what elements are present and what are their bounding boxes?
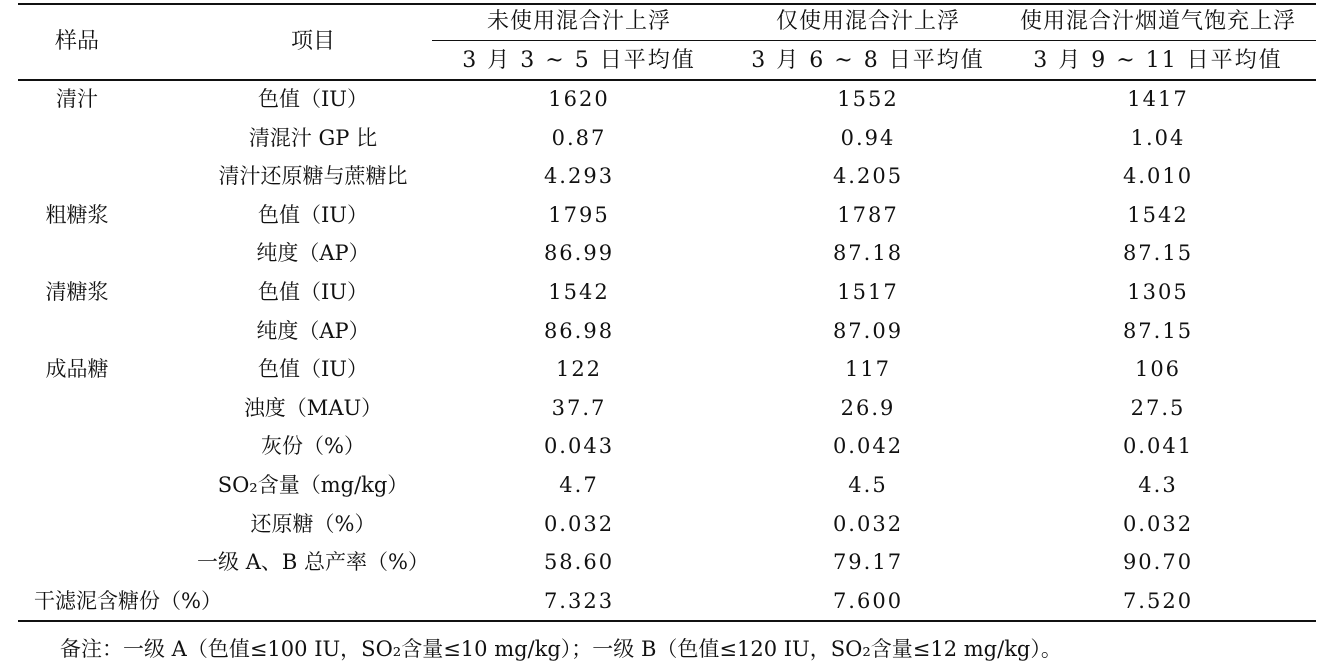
row-value-col3: 87.15 xyxy=(1122,241,1194,265)
row-item: 色值（IU） xyxy=(258,357,368,381)
row-value-col2: 1517 xyxy=(837,280,899,304)
row-value-col1: 58.60 xyxy=(543,550,615,574)
header-sample: 样品 xyxy=(54,29,99,54)
row-value-col3: 90.70 xyxy=(1122,550,1194,574)
row-sample: 成品糖 xyxy=(45,357,109,381)
header-col1-title: 未使用混合汁上浮 xyxy=(486,9,671,34)
row-value-col3: 1542 xyxy=(1127,203,1189,227)
row-value-col1: 1620 xyxy=(548,87,610,111)
subheader-rule xyxy=(432,40,1316,41)
row-value-col2: 1552 xyxy=(837,87,899,111)
row-value-col3: 1417 xyxy=(1127,87,1189,111)
row-value-col1: 0.032 xyxy=(543,512,615,536)
row-value-col2: 0.042 xyxy=(832,434,904,458)
bottom-rule xyxy=(18,620,1316,622)
row-value-col2: 0.94 xyxy=(840,126,896,150)
row-value-col1: 37.7 xyxy=(551,396,607,420)
footnote: 备注：一级 A（色值≤100 IU，SO₂含量≤10 mg/kg）；一级 B（色值≤120 IU，SO₂含量≤12 mg/kg）。 xyxy=(60,637,1062,661)
row-value-col1: 4.7 xyxy=(559,473,599,497)
row-value-col2: 4.205 xyxy=(832,164,904,188)
row-sample: 粗糖浆 xyxy=(45,203,109,227)
row-value-col3: 0.032 xyxy=(1122,512,1194,536)
row-value-col1: 0.043 xyxy=(543,434,615,458)
row-sample: 干滤泥含糖份（%） xyxy=(34,589,222,613)
row-item: 灰份（%） xyxy=(261,434,365,458)
row-value-col1: 86.98 xyxy=(543,319,615,343)
row-value-col3: 4.010 xyxy=(1122,164,1194,188)
row-item: 色值（IU） xyxy=(258,87,368,111)
row-item: 清混汁 GP 比 xyxy=(248,126,378,150)
row-sample: 清汁 xyxy=(56,87,98,111)
row-item: 一级 A、B 总产率（%） xyxy=(197,550,429,574)
row-item: 色值（IU） xyxy=(258,203,368,227)
row-value-col3: 1.04 xyxy=(1130,126,1186,150)
row-value-col2: 117 xyxy=(844,357,892,381)
row-item: 纯度（AP） xyxy=(256,241,370,265)
row-value-col1: 0.87 xyxy=(551,126,607,150)
row-sample: 清糖浆 xyxy=(45,280,109,304)
row-value-col1: 86.99 xyxy=(543,241,615,265)
row-value-col3: 1305 xyxy=(1127,280,1189,304)
row-value-col2: 26.9 xyxy=(840,396,896,420)
row-value-col3: 87.15 xyxy=(1122,319,1194,343)
row-value-col3: 106 xyxy=(1134,357,1182,381)
header-col2-sub: 3 月 6 ~ 8 日平均值 xyxy=(751,48,985,73)
row-value-col1: 122 xyxy=(555,357,603,381)
row-item: 色值（IU） xyxy=(258,280,368,304)
header-rule xyxy=(18,79,1316,81)
row-value-col2: 0.032 xyxy=(832,512,904,536)
row-value-col3: 27.5 xyxy=(1130,396,1186,420)
row-value-col2: 79.17 xyxy=(832,550,904,574)
header-col2-title: 仅使用混合汁上浮 xyxy=(775,9,960,34)
row-value-col2: 7.600 xyxy=(832,589,904,613)
row-value-col1: 7.323 xyxy=(543,589,615,613)
row-value-col3: 0.041 xyxy=(1122,434,1194,458)
row-item: 清汁还原糖与蔗糖比 xyxy=(218,164,408,188)
top-rule xyxy=(18,3,1316,5)
row-item: 还原糖（%） xyxy=(250,512,376,536)
row-value-col2: 1787 xyxy=(837,203,899,227)
row-value-col3: 4.3 xyxy=(1138,473,1178,497)
header-col1-sub: 3 月 3 ~ 5 日平均值 xyxy=(462,48,696,73)
row-value-col2: 87.09 xyxy=(832,319,904,343)
row-value-col2: 87.18 xyxy=(832,241,904,265)
row-item: SO₂含量（mg/kg） xyxy=(217,473,409,497)
row-value-col1: 1795 xyxy=(548,203,610,227)
row-item: 纯度（AP） xyxy=(256,319,370,343)
row-value-col1: 4.293 xyxy=(543,164,615,188)
row-value-col1: 1542 xyxy=(548,280,610,304)
header-col3-sub: 3 月 9 ~ 11 日平均值 xyxy=(1033,48,1283,73)
row-item: 浊度（MAU） xyxy=(243,396,383,420)
header-col3-title: 使用混合汁烟道气饱充上浮 xyxy=(1019,9,1296,34)
header-item: 项目 xyxy=(290,29,335,54)
row-value-col3: 7.520 xyxy=(1122,589,1194,613)
row-value-col2: 4.5 xyxy=(848,473,888,497)
